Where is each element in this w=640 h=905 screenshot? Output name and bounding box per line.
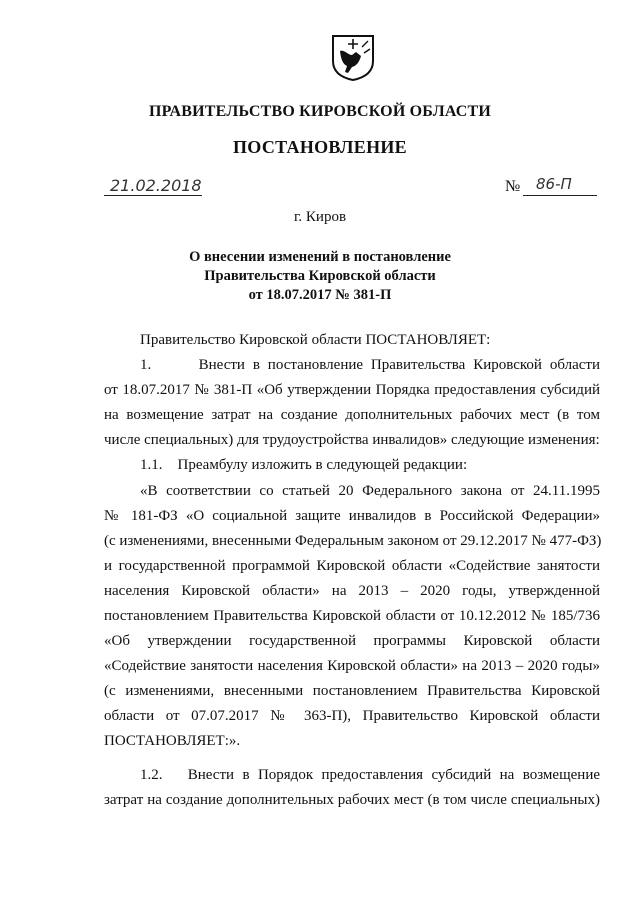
quote-line-5: населения Кировской области» на 2013 – 2020 годы, утвержденной [104,583,600,599]
p1-line-4: числе специальных) для трудоустройства инвалидов» следующие изменения: [104,432,600,448]
coat-of-arms-icon [330,33,376,81]
quote-line-8: «Содействие занятости населения Кировской области» на 2013 – 2020 годы» [104,658,600,674]
organization-title: ПРАВИТЕЛЬСТВО КИРОВСКОЙ ОБЛАСТИ [148,103,492,120]
quote-line-2: № 181-ФЗ «О социальной защите инвалидов в Российской Федерации» [104,508,600,524]
quote-line-3: (с изменениями, внесенными Федеральным законом от 29.12.2017 № 477-ФЗ) [104,533,602,549]
quote-line-11: ПОСТАНОВЛЯЕТ:». [104,733,241,749]
number-label: № [505,178,521,195]
city: г. Киров [293,209,347,225]
title-line-3: от 18.07.2017 № 381-П [248,287,392,303]
date-underline [104,195,202,196]
p11-text: 1.1. Преамбулу изложить в следующей редакции: [140,457,468,473]
title-line-1: О внесении изменений в постановление [189,249,451,265]
quote-line-1: «В соответствии со статьей 20 Федерального закона от 24.11.1995 [140,483,600,499]
p12-line-1: 1.2. Внести в Порядок предоставления субсидий на возмещение [140,767,600,783]
title-line-2: Правительства Кировской области [204,268,436,284]
number-underline [523,195,597,196]
quote-line-10: области от 07.07.2017 № 363-П), Правительство Кировской области [104,708,600,724]
p1-line-3: на возмещение затрат на создание дополнительных рабочих мест (в том [104,407,600,423]
quote-line-4: и государственной программой Кировской области «Содействие занятости [104,558,600,574]
document-type: ПОСТАНОВЛЕНИЕ [233,137,407,157]
quote-line-6: постановлением Правительства Кировской области от 10.12.2012 № 185/736 [104,608,600,624]
p1-line-2: от 18.07.2017 № 381-П «Об утверждении Порядка предоставления субсидий [104,382,600,398]
p1-line-1: 1. Внести в постановление Правительства Кировской области [140,357,600,373]
document-date: 21.02.2018 [110,176,202,195]
document-number: 86-П [536,175,572,193]
quote-line-7: «Об утверждении государственной программы Кировской области [104,633,600,649]
p12-line-2: затрат на создание дополнительных рабочих мест (в том числе специальных) [104,792,600,808]
intro-text: Правительство Кировской области ПОСТАНОВЛЯЕТ: [140,332,491,348]
quote-line-9: (с изменениями, внесенными постановлением Правительства Кировской [104,683,600,699]
